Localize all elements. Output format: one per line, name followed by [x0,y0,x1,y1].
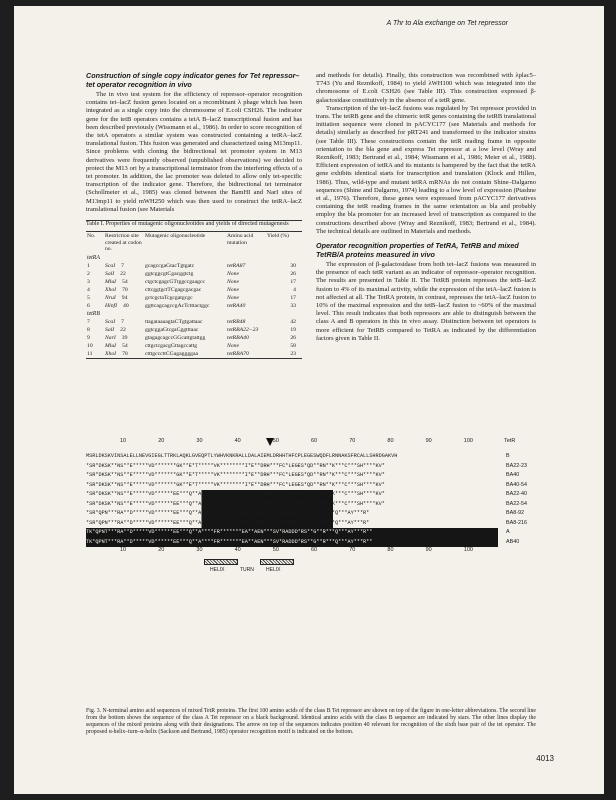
cell-site-codon: 22 [120,270,126,277]
page-number: 4013 [536,754,554,763]
cell-no: 6 [87,302,90,309]
col-header-mutation: Amino acid mutation [227,233,254,246]
running-head: A Thr to Ala exchange on Tet repressor [386,20,508,27]
table-row [86,270,302,278]
figure-3 [86,438,536,575]
sequence-text: *SR*DKSK**NS**E*****VD*******GK**E*T*****VK********I*E**DRH***FC*LEGES*QD**RN**K***C***SH****KV* [86,462,385,469]
cell-site-codon: 40 [123,302,129,309]
cell-no: 9 [87,334,90,341]
sequence-row [86,481,536,491]
col-header-oligo: Mutagenic oligonucleotide [145,233,206,240]
ruler-tick-label: 20 [158,438,165,444]
table-caption: Table I. Properties of mutagenic oligonucleotides and yields of directed mutagenesis [86,221,289,228]
ruler-tick-label: 90 [425,438,432,444]
ruler-tick-label: 100 [463,547,473,553]
cell-site [104,278,144,286]
cell-yield: 26 [290,334,296,341]
left-paragraph: The in vivo test system for the efficiency of repressor–operator recognition contains tet–lacZ fusion genes located on a recombinant λ phage which has been integrated as a single copy into the chromosome of E.coli CSH26. The indicator gene for the tetB operators contains a tetA B–lacZ transcriptional fusion and has been described previously (Wissmann et al., 1986). In order to score recognition of the tetA operators a similar system was constructed containing a tetRA–lacZ translational fusion. This fusion was generated and characterized using M13mp11. Since problems with cloning the bidirectional tet promoter system in M13 derivatives were frequently observed (unpublished observations) we decided to protect the M13 ori by a transcriptional terminator from the interfering effects of a tet promoter. In addition, the lac promoter was deleted to allow only tet-specific transcription of the indicator gene. Therefore, the bidirectional tet terminator (Schollmeier et al., 1985) was cloned between the BamHI and NarI sites of M13mp11 to yield mWH250 which was then used to construct the tetRA–lacZ translational fusion (see Materials [86,91,302,213]
right-body-2 [316,261,536,343]
cell-site-enzyme: SalI [105,326,115,333]
cell-yield: 30 [290,262,296,269]
ruler-tick-label: 30 [196,438,203,444]
ruler-tick-label: 60 [311,438,318,444]
ruler-tick-label: 40 [234,438,241,444]
sequence-alignment [86,452,536,547]
cell-no: 4 [87,286,90,293]
table-row [86,278,302,286]
right-body-1 [316,72,536,236]
ruler-tick-label: TetR [504,438,516,444]
cell-oligo: cttgctcgacgGttagccattg [145,342,198,349]
sequence-name: AB40 [506,538,520,545]
sequence-name: BA40 [506,472,520,478]
ruler-tick-label: 80 [387,547,394,553]
cell-yield: 42 [290,318,296,325]
cell-mutation: None [227,270,240,277]
helix-turn-helix-band [86,559,536,575]
cell-site-codon: 7 [121,318,124,325]
left-body [86,91,302,214]
cell-mutation: tetRA87 [227,262,246,269]
sequence-row [86,452,536,462]
ruler-tick-label: 10 [120,547,127,553]
cell-site-codon: 39 [121,334,128,341]
right-column [316,72,536,343]
cell-oligo: gtagagcagccGGcattgtattgg [145,334,206,341]
cell-site [104,294,144,302]
helix-1-box [204,559,238,565]
cell-mutation: tetRBA22−23 [227,326,259,333]
ruler-tick-label: 20 [158,547,165,553]
cell-site [104,302,144,310]
cell-site [104,262,144,270]
cell-yield: 17 [290,278,296,285]
cell-oligo: ttagataaaagtaCTgtgattaac [145,318,203,325]
table-group-label: tetRA [87,254,100,261]
table-row [86,318,302,326]
cell-site [104,286,144,294]
cell-oligo: ggtcggcgtCgacggtctg [145,270,194,277]
cell-no: 7 [87,318,90,325]
sequence-name: BA40-54 [506,481,527,488]
right-paragraph-3: The expression of β-galactosidase from both tet–lacZ fusions was measured in the presence of each tetR variant as an indicator of repressor–operator recognition. The results are presented in Table II. The TetRB protein represses the tetB–lacZ fusion to 4% of its maximal activity, while the expression of the tetA–lacZ fusion is not affected at all. The TetRA protein, in contrast, represses the tetA–lacZ fusion to 10% of the maximal expression and the tetB–lacZ fusion to ~60% of the maximal level. This result indicates that both repressors are able to distinguish between the class A and B operators in this in vivo assay. Distinction between tet operators is more efficient for TetRB compared to TetRA as indicated by the differentiation factors given in Table II. [316,261,536,342]
table-row [86,262,302,270]
ruler-tick-label: 100 [463,438,473,444]
cell-site-enzyme: XhoI [105,286,117,293]
cell-site-codon: 7 [121,262,124,269]
cell-site-enzyme: NruI [105,294,116,301]
ruler-tick-label: 90 [425,547,432,553]
cell-site-codon: 70 [122,286,128,293]
table-header-row [86,232,302,254]
right-paragraph-2: Transcription of the tet–lacZ fusions was regulated by Tet repressor provided in trans. The tetRB gene and the chimeric tetR genes containing the tetRB translational initiation sequence were cloned in pACYC177 (see Materials and methods for details) similarly as described for pRT241 and transformed to the indicator strains (see Table III). These constructions contain the tetR reading frame in opposite orientation to the bla gene and express Tet repressor at a low level (Wray and Reznikoff, 1983; Bertrand et al., 1984; Wissmann et al., 1986; Meier et al., 1988). Efficient expression of tetRA and its mutants is hampered by the fact that the tetRA gene exhibits identical starts for transcription and translation (Klock and Hillen, 1986). Thus, wild-type and mutant tetRA mRNAs do not contain Shine–Dalgarno sequences (Shine and Dalgarno, 1974) leading to a low level of expression (Ptashne et al., 1976). Therefore, these genes were expressed from pACYC177 derivatives containing the tetR reading frames in the same orientation as bla and probably employ the bla promoter for an increased level of transcription as compared to the constructions described above (Wray and Reznikoff, 1983; Bertrand et al., 1984). The technical details are outlined in Materials and methods. [316,104,536,235]
ruler-tick-label: 50 [272,438,279,444]
cell-oligo: cttcggtgctTCgagcgacgac [145,286,202,293]
figure-caption: Fig. 3. N-terminal amino acid sequences of mixed TetR proteins. The first 100 amino acids of the class B Tet repressor are shown on top of the figure in one-letter abbreviations. The second line from the bottom shows the sequence of the class A Tet repressor on a black background. Identical amino acids with the class B sequence are indicated by stars. The other lines display the sequences of the mixed proteins along with their designations. The arrow on top of the sequences indicates position 40 relevant for recognition of the sixth base pair of the tet operator. The proposed α-helix–turn–α-helix (Sackson and Bertrand, 1985) operator recognition motif is indicated on the bottom. [86,708,536,736]
table-row [86,342,302,350]
cell-mutation: tetRBA70 [227,350,249,357]
cell-site-enzyme: HinfI [105,302,118,309]
sequence-name: BA8-216 [506,519,527,526]
sequence-text: TK*QPNT***RA**D*****VD******EE***Q**A****FR*******EA**AEN***SV*RADDD*RS**G**R***Q***AY***R** [86,528,498,538]
ruler-tick-label: 60 [311,547,318,553]
turn-label: TURN [240,567,254,573]
cell-yield: 23 [290,350,296,357]
sequence-name: BA8-92 [506,510,524,516]
cell-no: 8 [87,326,90,333]
cell-mutation: tetRB48 [227,318,246,325]
left-column [86,72,302,359]
sequence-text: *SR*DKSK**NS**E*****VD******EE***Q**A****FR********I*E**DRH***FC*LEGES*QD**RN**K***C***SH****KV* [86,500,498,510]
sequence-text: *SR*DKSK**NS**E*****VD*******GK**E*T*****VK********I*E**DRH***FC*LEGES*QD**RN**K***C***SH****KV* [86,481,385,488]
ruler-tick-label: 30 [196,547,203,553]
cell-no: 5 [87,294,90,301]
sequence-name: BA22-54 [506,500,527,507]
helix-2-box [260,559,294,565]
oligo-table [86,232,302,358]
right-paragraph-1: and methods for details). Finally, this construction was recombined with λplac5–T743 (Yu and Reznikoff, 1984) to yield λWH100 which was integrated into the chromosome of E.coli CSH26 (see Table III). This construction expressed β-galactosidase constitutively in the absence of a tetR gene. [316,72,536,104]
cell-site-enzyme: MluI [105,342,117,349]
table-row [86,286,302,294]
sequence-text: *SR*QPN***RA**D*****VD******EE***Q**A****FR*******EA**AEN***SV*RADDD*RS**G**R***Q***AY***R* [86,509,498,519]
sequence-row [86,538,536,548]
cell-site [104,342,144,350]
cell-site [104,326,144,334]
table-group-label: tetRB [87,310,100,317]
ruler-tick-label: 10 [120,438,127,444]
cell-site-enzyme: MluI [105,278,117,285]
table-1 [86,220,302,359]
cell-mutation: None [227,286,240,293]
cell-no: 2 [87,270,90,277]
section-heading-operator: Operator recognition properties of TetRA, TetRB and mixed TetRB/A proteins measured in vivo [316,241,519,259]
cell-site [104,350,144,358]
cell-site-codon: 22 [120,326,126,333]
col-header-site: Restriction site created at codon no. [105,233,142,253]
cell-mutation: tetRBA40 [227,334,249,341]
cell-site [104,334,144,342]
cell-site-codon: 94 [121,294,128,301]
ruler-tick-label: 50 [272,547,279,553]
cell-site-enzyme: NarI [105,334,116,341]
table-bottom-rule [86,358,302,359]
section-heading-construction: Construction of single copy indicator genes for Tet repressor–tet operator recognition in vivo [86,71,300,89]
page [14,6,604,794]
sequence-text: MSRLDKSKVINSALELLNEVGIEGLTTRKLAQKLGVEQPTLYWHVKNKRALLDALAIEMLDRHHTHFCPLEGESWQDFLRNNAKSFRCALLSHRDGAKVH [86,453,398,459]
cell-oligo: ctgctcgagcGTtggccgaagcc [145,278,205,285]
cell-no: 3 [87,278,90,285]
sequence-text: *SR*DKSK**NS**E*****VD******EE***Q**A****FR********I*E**DRH***FC*LEGES*QD**RN**K***C***SH****KV* [86,490,498,500]
cell-site-enzyme: XhoI [105,350,117,357]
ruler-bottom [86,547,536,557]
sequence-row [86,509,536,519]
cell-oligo: ggttcagcagccgAcTctttactggc [145,302,210,309]
table-row [86,334,302,342]
cell-site-codon: 54 [122,278,128,285]
sequence-row [86,500,536,510]
cell-yield: 26 [290,270,296,277]
cell-site-enzyme: SalI [105,270,115,277]
ruler-tick-label: 80 [387,438,394,444]
ruler-top [86,438,536,448]
ruler-tick-label: 70 [349,438,356,444]
cell-site-enzyme: ScaI [105,262,116,269]
cell-no: 10 [87,342,93,349]
cell-site [104,318,144,326]
cell-yield: 4 [293,286,296,293]
cell-yield: 17 [290,294,296,301]
cell-no: 1 [87,262,90,269]
col-header-no: No. [87,233,96,240]
sequence-name: BA22-23 [506,462,527,469]
table-row [86,302,302,310]
table-group-row [86,254,302,262]
cell-mutation: None [227,294,240,301]
ruler-tick-label: 40 [234,547,241,553]
sequence-name: A [506,529,510,535]
cell-oligo: gcagccgaGtacTgtgatc [145,262,195,269]
table-row [86,294,302,302]
cell-oligo: ctttgcccttCGagaggggaa [145,350,199,357]
cell-mutation: tetRA40 [227,302,246,309]
sequence-row [86,471,536,481]
table-row [86,350,302,358]
cell-site-enzyme: ScaI [105,318,116,325]
cell-mutation: None [227,278,240,285]
cell-mutation: None [227,342,240,349]
cell-site [104,270,144,278]
sequence-row [86,519,536,529]
cell-oligo: gctcgctaTcgcgatgcgc [145,294,193,301]
cell-yield: 58 [290,342,296,349]
helix-label-1: HELIX [210,567,225,573]
sequence-text: *SR*DKSK**NS**E*****VD*******GK**E*T*****VK********I*E**DRH***FC*LEGES*QD**RN**K***C***SH****KV* [86,472,385,478]
cell-site-codon: 54 [122,342,128,349]
sequence-name: B [506,453,510,459]
ruler-tick-label: 70 [349,547,356,553]
cell-no: 11 [87,350,93,357]
table-group-row [86,310,302,318]
sequence-text: TK*QPNT***RA**D*****VD******EE***Q**A****FR*******EA**AEN***SV*RADDD*RS**G**R***Q***AY***R** [86,538,498,548]
table-row [86,326,302,334]
sequence-row [86,528,536,538]
cell-yield: 33 [290,302,296,309]
sequence-row [86,490,536,500]
cell-site-codon: 70 [122,350,128,357]
sequence-row [86,462,536,472]
helix-label-2: HELIX [266,567,281,573]
sequence-text: *SR*QPN***RA**D*****VD******EE***Q**A****FR*******EA**AEN***SV*RADDD*RS**G**R***Q***AY***R* [86,519,498,529]
col-header-yield: Yield (%) [267,233,289,240]
cell-yield: 19 [290,326,296,333]
sequence-name: BA22-40 [506,491,527,497]
cell-oligo: ggtcggaGtcgaCggtttaac [145,326,199,333]
table-body [86,254,302,358]
